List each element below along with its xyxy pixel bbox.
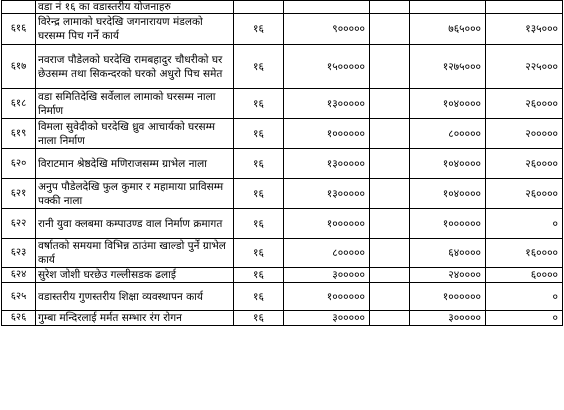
header-empty-cell [234,1,284,14]
serial-number: ६२६ [2,311,36,326]
section-title: वडा नं १६ का वडास्तरीय योजनाहरु [36,1,234,14]
ward-number: १६ [234,14,284,45]
ward-number: १६ [234,45,284,89]
allocated-amount: १०००००० [410,209,486,239]
serial-number: ६१६ [2,14,36,45]
serial-number: ६२० [2,149,36,179]
serial-number: ६१७ [2,45,36,89]
blank-amount [370,149,410,179]
budget-amount: ९००००० [284,14,370,45]
budget-amount: १०००००० [284,209,370,239]
blank-amount [370,311,410,326]
serial-number: ६२१ [2,179,36,209]
allocated-amount: १२७५००० [410,45,486,89]
table-row [2,149,563,179]
project-description: रानी युवा क्लबमा कम्पाउण्ड वाल निर्माण क्रमागत [36,209,234,239]
header-empty-cell [486,1,563,14]
project-description: गुम्बा मन्दिरलाई मर्मत सम्भार रंग रोगन [36,311,234,326]
ward-number: १६ [234,283,284,311]
budget-table [1,0,563,326]
blank-amount [370,45,410,89]
budget-amount: ८००००० [284,239,370,268]
allocated-amount: ६४०००० [410,239,486,268]
budget-amount: ३००००० [284,311,370,326]
table-row [2,14,563,45]
ward-number: १६ [234,311,284,326]
remaining-amount: ० [486,283,563,311]
blank-amount [370,283,410,311]
table-row [2,119,563,149]
allocated-amount: १०००००० [410,283,486,311]
project-description: विरेन्द्र लामाको घरदेखि जगनारायण मंडलको घरसम्म पिच गर्ने कार्य [36,14,234,45]
table-row [2,268,563,283]
remaining-amount: २६०००० [486,89,563,119]
table-row [2,283,563,311]
budget-amount: १३००००० [284,179,370,209]
header-empty-cell [370,1,410,14]
allocated-amount: २४०००० [410,268,486,283]
project-description: विराटमान श्रेष्ठदेखि मणिराजसम्म ग्राभेल नाला [36,149,234,179]
blank-amount [370,179,410,209]
ward-number: १६ [234,89,284,119]
section-header-row [2,1,563,14]
project-description: वडास्तरीय गुणस्तरीय शिक्षा व्यवस्थापन कार्य [36,283,234,311]
project-description: सुरेश जोशी घरछेउ गल्लीसडक ढलाई [36,268,234,283]
remaining-amount: ६०००० [486,268,563,283]
budget-amount: १५००००० [284,45,370,89]
allocated-amount: ७६५००० [410,14,486,45]
serial-number: ६२५ [2,283,36,311]
project-description: विमला सुवेदीको घरदेखि ध्रुव आचार्यको घरसम्म नाला निर्माण [36,119,234,149]
ward-number: १६ [234,209,284,239]
serial-number: ६२३ [2,239,36,268]
header-empty-cell [2,1,36,14]
blank-amount [370,89,410,119]
remaining-amount: २६०००० [486,179,563,209]
table-row [2,179,563,209]
budget-amount: १३००००० [284,89,370,119]
table-row [2,45,563,89]
table-row [2,89,563,119]
allocated-amount: १०४०००० [410,179,486,209]
allocated-amount: ३००००० [410,311,486,326]
serial-number: ६२४ [2,268,36,283]
remaining-amount: ० [486,311,563,326]
table-row [2,239,563,268]
blank-amount [370,14,410,45]
ward-number: १६ [234,119,284,149]
remaining-amount: १६०००० [486,239,563,268]
table-row [2,311,563,326]
remaining-amount: ० [486,209,563,239]
project-description: अनुप पौडेलदेखि फुल कुमार र महामाया प्राविसम्म पक्की नाला [36,179,234,209]
budget-amount: ३००००० [284,268,370,283]
budget-amount: १०००००० [284,283,370,311]
project-description: वर्षातको समयमा विभिन्न ठाउंमा खाल्डो पुर्ने ग्राभेल कार्य [36,239,234,268]
serial-number: ६१८ [2,89,36,119]
project-description: नवराज पौडेलको घरदेखि रामबहादुर चौधरीको घर छेउसम्म तथा सिकन्दरको घरको अधुरो पिच समेत [36,45,234,89]
project-description: वडा समितिदेखि सर्वेलाल लामाको घरसम्म नाला निर्माण [36,89,234,119]
blank-amount [370,119,410,149]
allocated-amount: १०४०००० [410,149,486,179]
ward-number: १६ [234,239,284,268]
table-body [2,1,563,326]
allocated-amount: ८००००० [410,119,486,149]
header-empty-cell [410,1,486,14]
remaining-amount: २६०००० [486,149,563,179]
table-row [2,209,563,239]
serial-number: ६१९ [2,119,36,149]
remaining-amount: २००००० [486,119,563,149]
ward-number: १६ [234,179,284,209]
remaining-amount: २२५००० [486,45,563,89]
ward-number: १६ [234,268,284,283]
header-empty-cell [284,1,370,14]
blank-amount [370,209,410,239]
blank-amount [370,268,410,283]
allocated-amount: १०४०००० [410,89,486,119]
ward-number: १६ [234,149,284,179]
budget-amount: १०००००० [284,119,370,149]
blank-amount [370,239,410,268]
budget-amount: १३००००० [284,149,370,179]
remaining-amount: १३५००० [486,14,563,45]
serial-number: ६२२ [2,209,36,239]
